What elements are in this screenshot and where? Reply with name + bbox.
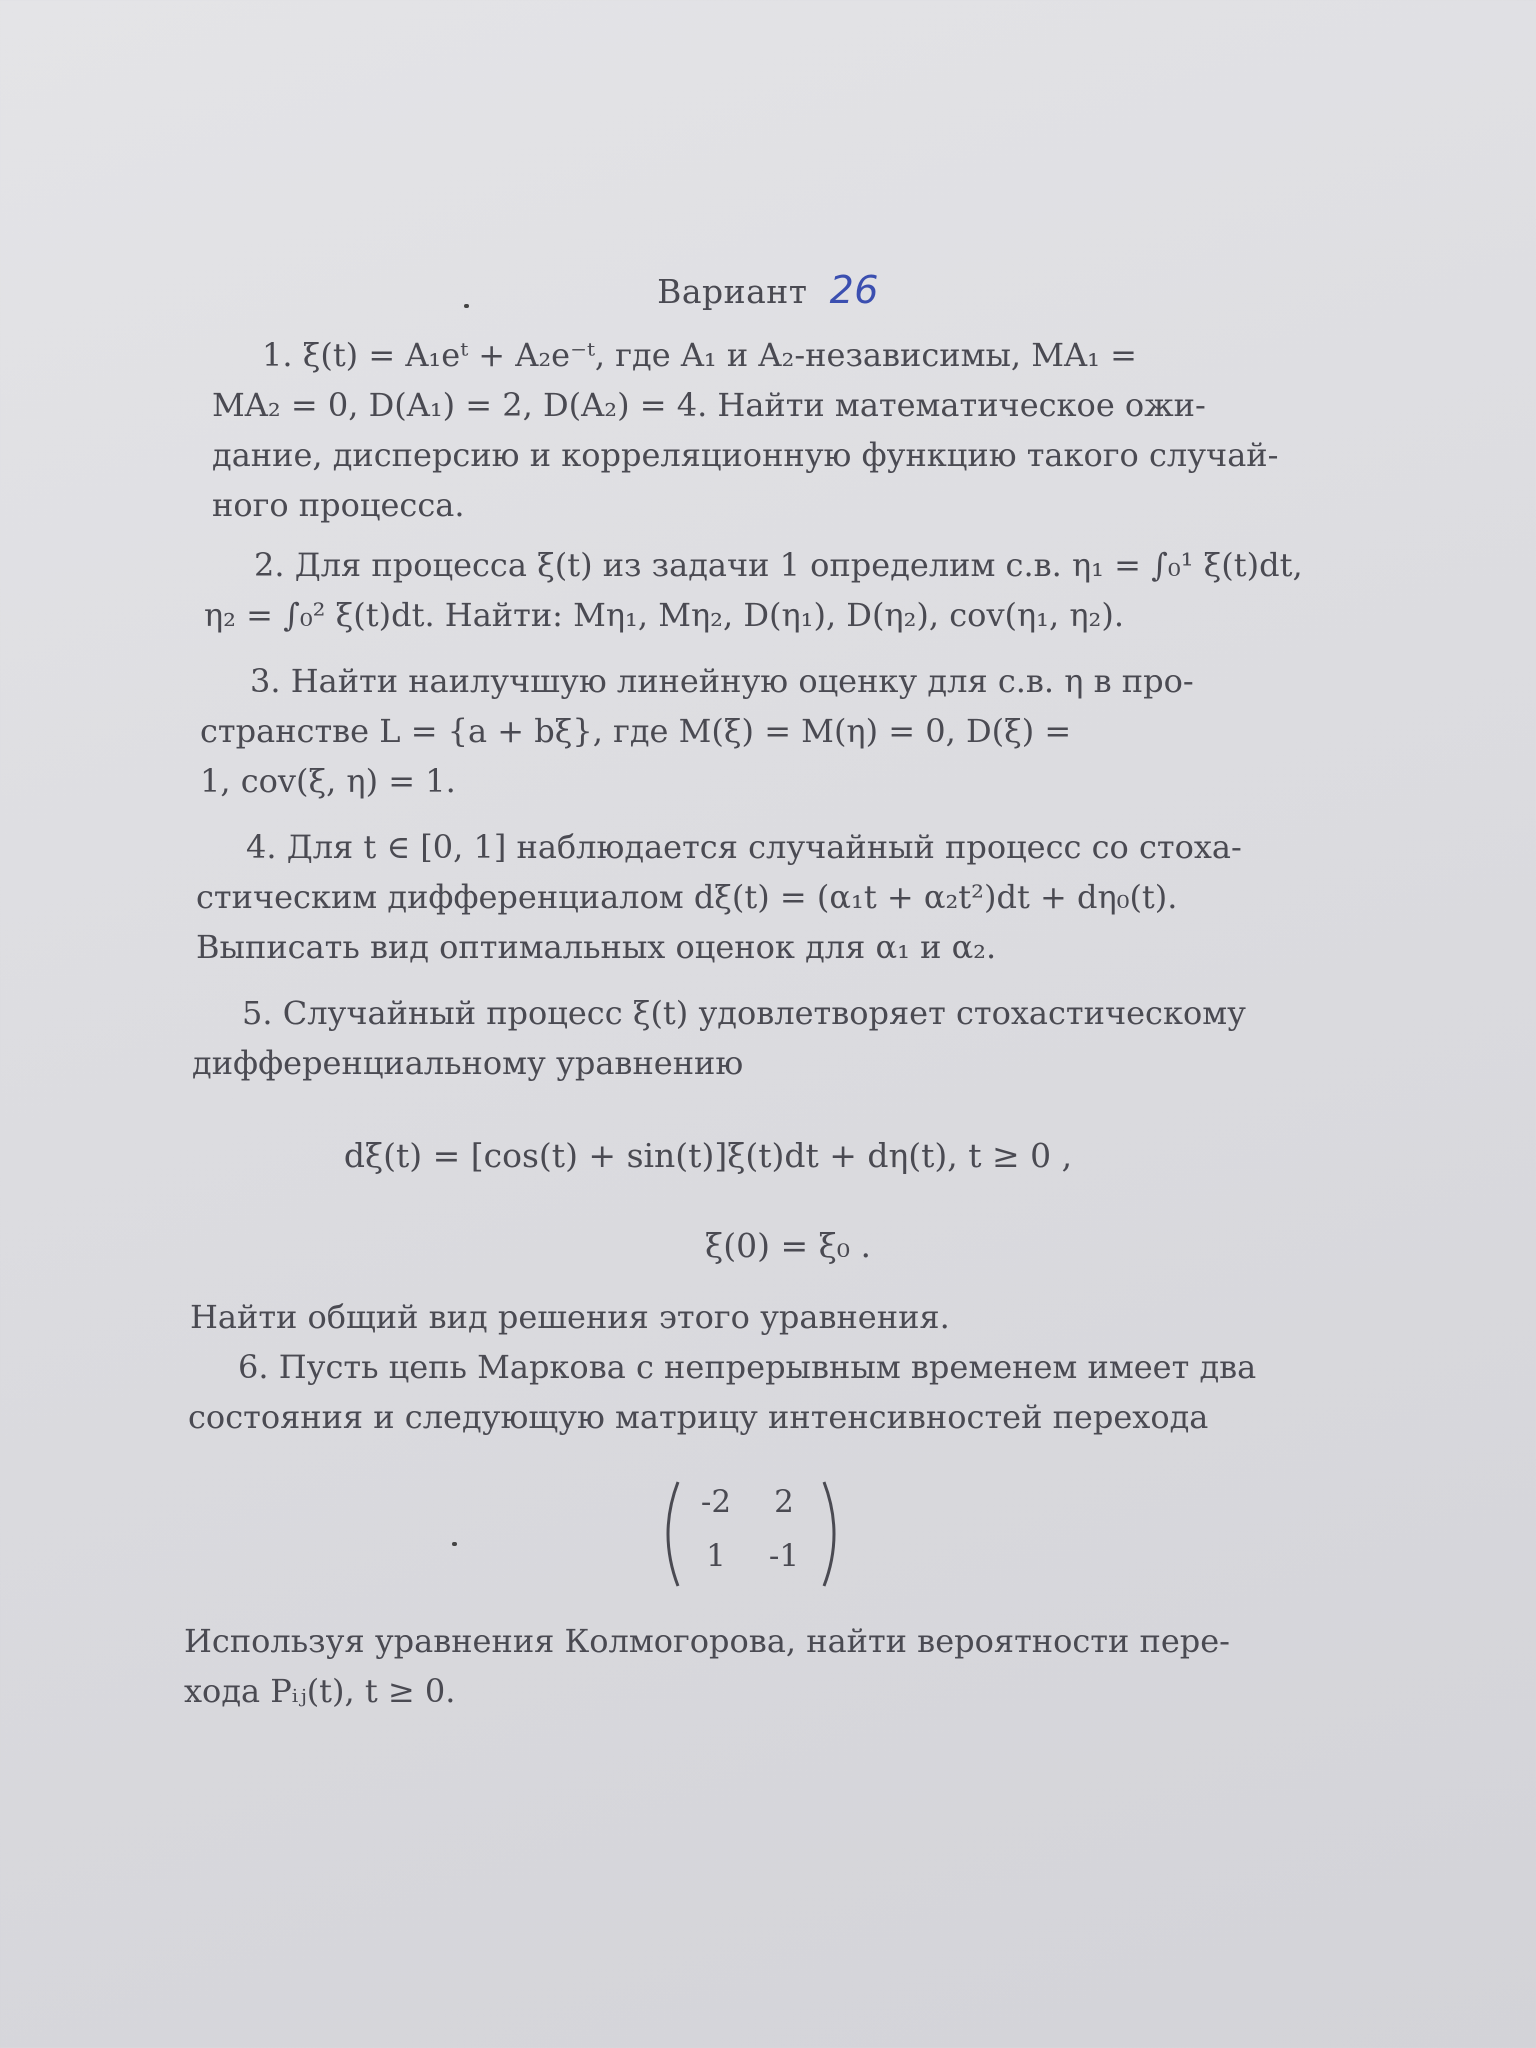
problem-4-line: стическим дифференциалом dξ(t) = (α₁t + α₂t²)dt + dη₀(t). (196, 878, 1178, 916)
problem-2-line: 2. Для процесса ξ(t) из задачи 1 определим с.в. η₁ = ∫₀¹ ξ(t)dt, (254, 546, 1303, 584)
problem-6-after (184, 1616, 1314, 1716)
matrix-brackets (656, 1478, 846, 1590)
problem-4-line: Выписать вид оптимальных оценок для α₁ и α₂. (196, 928, 997, 966)
problem-5 (192, 988, 1312, 1088)
problem-1 (212, 330, 1302, 530)
problem-6-line: состояния и следующую матрицу интенсивностей перехода (188, 1398, 1209, 1436)
problem-5-line: дифференциальному уравнению (192, 1044, 744, 1082)
problem-1-line: ного процесса. (212, 486, 465, 524)
problem-5-line: 5. Случайный процесс ξ(t) удовлетворяет стохастическому (242, 994, 1246, 1032)
variant-title (0, 268, 1536, 312)
matrix-cell-2-1: 1 (706, 1538, 726, 1574)
matrix-cell-2-2: -1 (768, 1538, 800, 1574)
problem-5-after-line: Найти общий вид решения этого уравнения. (190, 1298, 950, 1336)
problem-4-line: 4. Для t ∈ [0, 1] наблюдается случайный процесс со стоха- (246, 828, 1242, 866)
problem-6-after-line: хода Pᵢⱼ(t), t ≥ 0. (184, 1672, 456, 1710)
problem-3 (200, 656, 1305, 806)
problem-5-after (190, 1292, 1310, 1342)
problem-3-line: 3. Найти наилучшую линейную оценку для с.в. η в про- (250, 662, 1194, 700)
equation-sde: dξ(t) = [cos(t) + sin(t)]ξ(t)dt + dη(t), t ≥ 0 , (343, 1136, 1073, 1175)
problem-2 (204, 540, 1304, 640)
variant-number-handwritten: 26 (829, 268, 879, 312)
matrix-cell-1-1: -2 (700, 1484, 732, 1520)
equation-initial-condition: ξ(0) = ξ₀ . (705, 1226, 871, 1265)
problem-3-line: странстве L = {a + bξ}, где M(ξ) = M(η) = 0, D(ξ) = (200, 712, 1072, 750)
problem-4 (196, 822, 1306, 972)
problem-1-line: MA₂ = 0, D(A₁) = 2, D(A₂) = 4. Найти математическое ожи- (212, 386, 1206, 424)
problem-6-line: 6. Пусть цепь Маркова с непрерывным временем имеет два (238, 1348, 1257, 1386)
variant-label: Вариант (657, 272, 808, 311)
transition-intensity-matrix (656, 1478, 846, 1590)
problem-1-line: дание, дисперсию и корреляционную функцию такого случай- (212, 436, 1279, 474)
problem-6 (188, 1342, 1313, 1442)
pen-mark (452, 1542, 457, 1546)
problem-2-line: η₂ = ∫₀² ξ(t)dt. Найти: Mη₁, Mη₂, D(η₁), D(η₂), cov(η₁, η₂). (204, 596, 1124, 634)
problem-6-after-line: Используя уравнения Колмогорова, найти вероятности пере- (184, 1622, 1230, 1660)
problem-3-line: 1, cov(ξ, η) = 1. (200, 762, 456, 800)
problem-1-line: 1. ξ(t) = A₁eᵗ + A₂e⁻ᵗ, где A₁ и A₂-независимы, MA₁ = (262, 336, 1137, 374)
matrix-cell-1-2: 2 (774, 1484, 794, 1520)
